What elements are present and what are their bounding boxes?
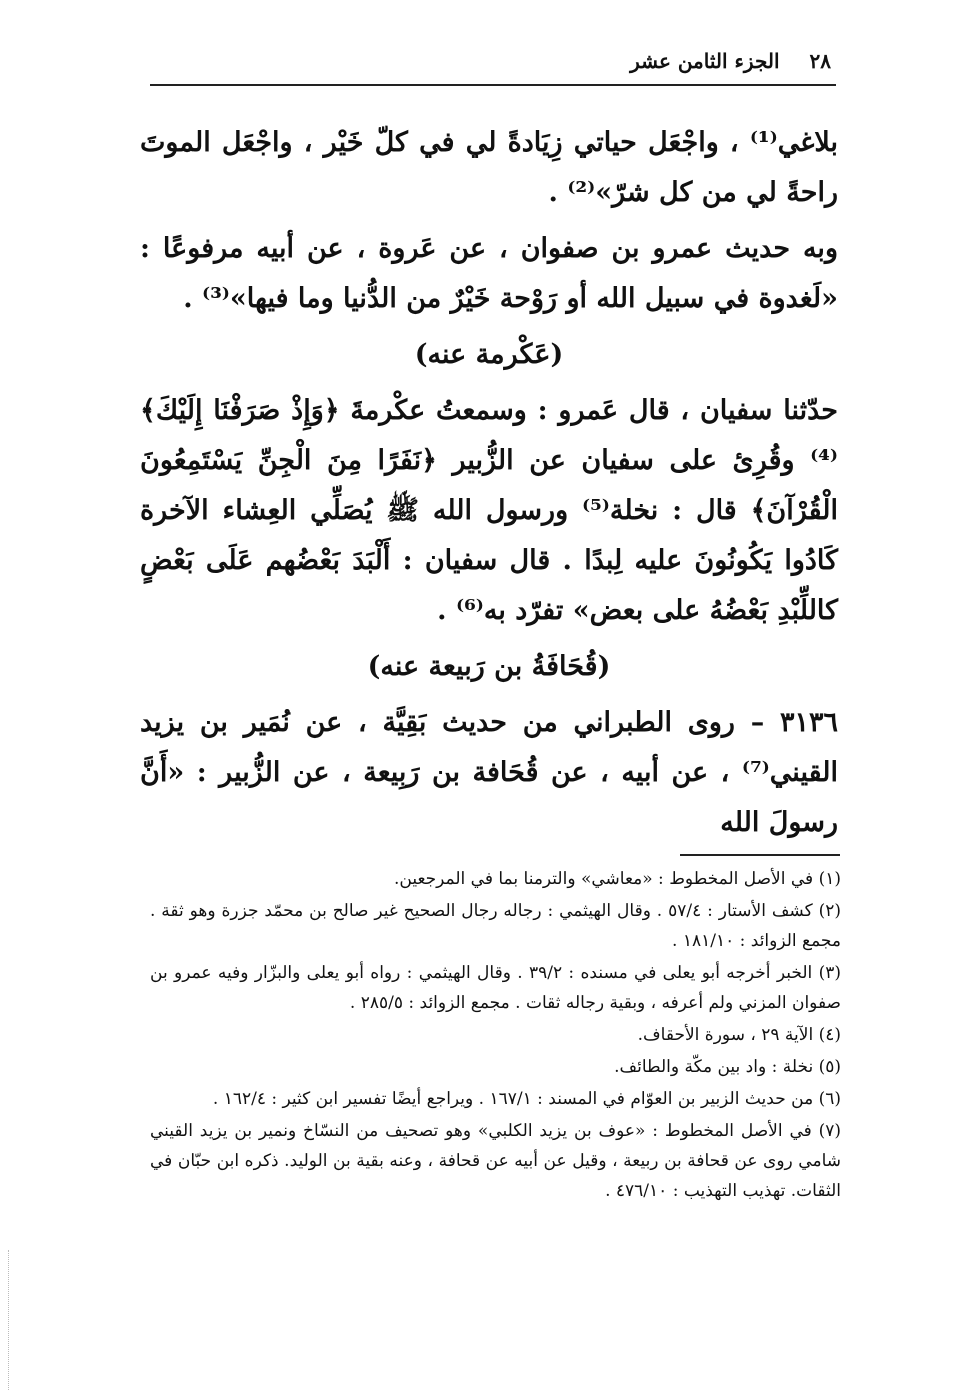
part-title: الجزء الثامن عشر xyxy=(630,49,780,73)
section-heading-quhafa: (قُحَافَةُ بن رَبيعة عنه) xyxy=(367,651,611,682)
main-text xyxy=(140,118,838,854)
scan-edge-mark xyxy=(8,1250,9,1390)
footnotes xyxy=(150,864,841,1208)
paragraph-2: وبه حديث عمرو بن صفوان ، عن عَروة ، عن أبيه مرفوعًا : «لَغدوة في سبيل الله أو رَوْحة خَيْرٌ من الدُّنيا وما فيها»⁽³⁾ . xyxy=(140,233,838,314)
footnote-1: (١) في الأصل المخطوط : «معاشي» والترمنا بما في المرجعين. xyxy=(393,869,841,889)
paragraph-4: ٣١٣٦ – روى الطبراني من حديث بَقِيَّة ، عن نُمَير بن يزيد القيني⁽⁷⁾ ، عن أبيه ، عن قُحَافة بن رَبِيعة ، عن الزُّبير : «أَنَّ رسولَ الله xyxy=(140,707,838,838)
footnote-7: (٧) في الأصل المخطوط : «عوف بن يزيد الكلبي» وهو تصحيف من النسّاخ ونمير بن يزيد القيني شامي روى عن قحافة بن ربيعة ، وقيل عن أبيه عن قحافة ، وعنه بقية بن الوليد. ذكره ابن حبّان في الثقات. تهذيب التهذيب : ٤٧٦/١٠ . xyxy=(150,1121,841,1201)
page-number: ٢٨ xyxy=(809,49,831,73)
footnote-6: (٦) من حديث الزبير بن العوّام في المسند : ١٦٧/١ . ويراجع أيضًا تفسير ابن كثير : ١٦٢/٤ . xyxy=(212,1089,841,1109)
footnote-3: (٣) الخبر أخرجه أبو يعلى في مسنده : ٣٩/٢ . وقال الهيثمي : رواه أبو يعلى والبزّار وفيه عمرو بن صفوان المزني ولم أعرفه ، وبقية رجاله ثقات . مجمع الزوائد : ٢٨٥/٥ . xyxy=(150,963,841,1013)
footnote-5: (٥) نخلة : واد بين مكّة والطائف. xyxy=(614,1057,841,1077)
paragraph-1: بلاغي⁽¹⁾ ، واجْعَل حياتي زِيَادةً لي في كلّ خَيْر ، واجْعَل الموتَ راحةً لي من كل شرّ»⁽²⁾ . xyxy=(140,127,838,208)
footnote-4: (٤) الآية ٢٩ ، سورة الأحقاف. xyxy=(637,1025,841,1045)
footnote-separator xyxy=(680,854,840,856)
section-heading-ikrima: (عَكْرمة عنه) xyxy=(414,339,564,370)
footnote-2: (٢) كشف الأستار : ٥٧/٤ . وقال الهيثمي : رجاله رجال الصحيح غير صالح بن محمّد جزرة وهو ثقة . مجمع الزوائد : ١٨١/١٠ . xyxy=(150,901,842,951)
header-rule xyxy=(150,84,836,86)
paragraph-3: حدّثنا سفيان ، قال عَمرو : وسمعتُ عكْرمةَ ﴿وَإِذْ صَرَفْنَا إِلَيْكَ﴾⁽⁴⁾ وقُرِئ على سفيان عن الزُّبير ﴿نَفَرًا مِنَ الْجِنِّ يَسْتَمِعُونَ الْقُرْآنَ﴾ قال : نخلة⁽⁵⁾ ورسول الله ﷺ يُصَلِّي العِشاء الآخرة كَادُوا يَكُونُونَ عليه لِبدًا . قال سفيان : أَلْبَدَ بَعْضُهم عَلَى بَعْضٍ كاللِّبْدِ بَعْضُهُ على بعض» تفرّد به⁽⁶⁾ . xyxy=(140,395,839,626)
running-header xyxy=(150,42,831,80)
